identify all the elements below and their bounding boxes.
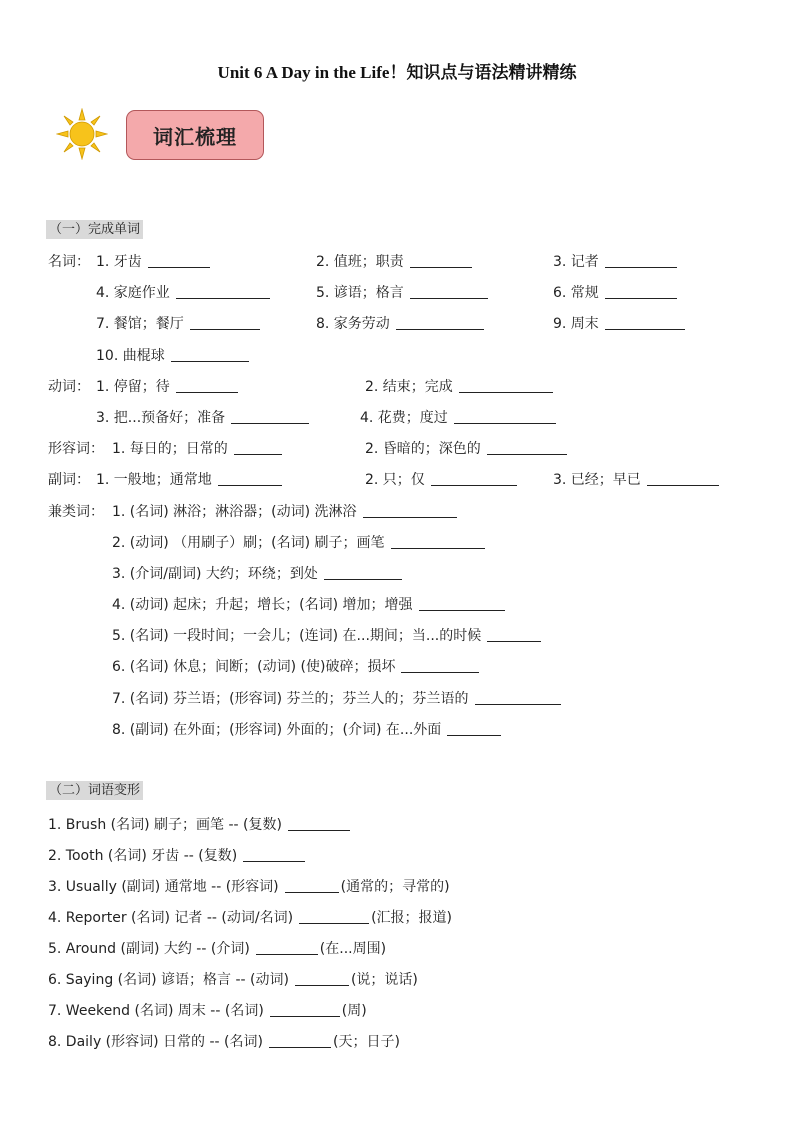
answer-blank[interactable] bbox=[231, 409, 309, 424]
word-form-item-5: 5. Around (副词) 大约 -- (介词) (在...周围) bbox=[48, 941, 387, 957]
verb-item-2: 2. 结束；完成 bbox=[365, 377, 553, 397]
noun-item-8: 8. 家务劳动 bbox=[316, 314, 484, 334]
word-form-item-2: 2. Tooth (名词) 牙齿 -- (复数) bbox=[48, 846, 305, 866]
multi-item-8: 8. (副词) 在外面；(形容词) 外面的；(介词) 在...外面 bbox=[112, 720, 501, 740]
word-form-item-1: 1. Brush (名词) 刷子；画笔 -- (复数) bbox=[48, 815, 350, 835]
hint-text: (周) bbox=[341, 1003, 367, 1019]
answer-blank[interactable] bbox=[605, 284, 677, 299]
answer-blank[interactable] bbox=[234, 440, 282, 455]
adv-item-2: 2. 只；仅 bbox=[365, 470, 517, 490]
advs-row bbox=[0, 470, 794, 490]
noun-label: 名词： bbox=[48, 254, 90, 270]
multi-item-6: 6. (名词) 休息；间断；(动词) (使)破碎；损坏 bbox=[112, 657, 479, 677]
answer-blank[interactable] bbox=[270, 1002, 340, 1017]
hint-text: (天；日子) bbox=[332, 1034, 400, 1050]
hint-text: (在...周围) bbox=[319, 941, 387, 957]
multi-row-5 bbox=[0, 626, 794, 646]
verbs-row-1 bbox=[0, 377, 794, 397]
noun-item-2: 2. 值班；职责 bbox=[316, 252, 472, 272]
answer-blank[interactable] bbox=[459, 378, 553, 393]
verb-item-4: 4. 花费；度过 bbox=[360, 408, 556, 428]
noun-item-6: 6. 常规 bbox=[553, 283, 677, 303]
noun-item-1: 1. 牙齿 bbox=[96, 252, 210, 272]
noun-item-9: 9. 周末 bbox=[553, 314, 685, 334]
multi-item-1: 1. (名词) 淋浴；淋浴器；(动词) 洗淋浴 bbox=[112, 502, 457, 522]
answer-blank[interactable] bbox=[605, 253, 677, 268]
answer-blank[interactable] bbox=[396, 315, 484, 330]
answer-blank[interactable] bbox=[190, 315, 260, 330]
multi-label: 兼类词： bbox=[48, 504, 104, 520]
multi-item-2: 2. (动词) （用刷子）刷；(名词) 刷子；画笔 bbox=[112, 533, 485, 553]
hint-text: (通常的；寻常的) bbox=[340, 879, 450, 895]
answer-blank[interactable] bbox=[218, 471, 282, 486]
adv-label: 副词： bbox=[48, 472, 90, 488]
answer-blank[interactable] bbox=[410, 253, 472, 268]
verbs-row-2 bbox=[0, 408, 794, 428]
answer-blank[interactable] bbox=[605, 315, 685, 330]
multi-item-3: 3. (介词/副词) 大约；环绕；到处 bbox=[112, 564, 402, 584]
noun-item-4: 4. 家庭作业 bbox=[96, 283, 270, 303]
word-form-item-3: 3. Usually (副词) 通常地 -- (形容词) (通常的；寻常的) bbox=[48, 879, 450, 895]
word-form-item-8: 8. Daily (形容词) 日常的 -- (名词) (天；日子) bbox=[48, 1034, 400, 1050]
answer-blank[interactable] bbox=[171, 347, 249, 362]
adv-item-3: 3. 已经；早已 bbox=[553, 470, 719, 490]
answer-blank[interactable] bbox=[288, 816, 350, 831]
verb-item-1: 1. 停留；待 bbox=[96, 377, 238, 397]
answer-blank[interactable] bbox=[391, 534, 485, 549]
answer-blank[interactable] bbox=[454, 409, 556, 424]
answer-blank[interactable] bbox=[475, 690, 561, 705]
adj-item-1: 1. 每日的；日常的 bbox=[112, 439, 282, 459]
word-form-item-4: 4. Reporter (名词) 记者 -- (动词/名词) (汇报；报道) bbox=[48, 910, 452, 926]
section-title-word-forms: （二）词语变形 bbox=[46, 781, 143, 800]
multi-row-3 bbox=[0, 564, 794, 584]
multi-row-2 bbox=[0, 533, 794, 553]
answer-blank[interactable] bbox=[487, 627, 541, 642]
answer-blank[interactable] bbox=[410, 284, 488, 299]
answer-blank[interactable] bbox=[243, 847, 305, 862]
answer-blank[interactable] bbox=[295, 971, 349, 986]
answer-blank[interactable] bbox=[487, 440, 567, 455]
hint-text: (说；说话) bbox=[350, 972, 418, 988]
answer-blank[interactable] bbox=[401, 658, 479, 673]
answer-blank[interactable] bbox=[256, 940, 318, 955]
adjs-row bbox=[0, 439, 794, 459]
adj-label: 形容词： bbox=[48, 441, 104, 457]
word-form-item-6: 6. Saying (名词) 谚语；格言 -- (动词) (说；说话) bbox=[48, 972, 418, 988]
noun-item-3: 3. 记者 bbox=[553, 252, 677, 272]
answer-blank[interactable] bbox=[269, 1033, 331, 1048]
answer-blank[interactable] bbox=[176, 378, 238, 393]
nouns-row-3 bbox=[0, 314, 794, 334]
multi-row-7 bbox=[0, 689, 794, 709]
answer-blank[interactable] bbox=[324, 565, 402, 580]
multi-item-5: 5. (名词) 一段时间；一会儿；(连词) 在...期间；当...的时候 bbox=[112, 626, 541, 646]
answer-blank[interactable] bbox=[176, 284, 270, 299]
answer-blank[interactable] bbox=[447, 721, 501, 736]
noun-item-5: 5. 谚语；格言 bbox=[316, 283, 488, 303]
answer-blank[interactable] bbox=[299, 909, 369, 924]
nouns-row-1 bbox=[0, 252, 794, 272]
noun-item-7: 7. 餐馆；餐厅 bbox=[96, 314, 260, 334]
nouns-row-4 bbox=[0, 346, 794, 366]
multi-item-4: 4. (动词) 起床；升起；增长；(名词) 增加；增强 bbox=[112, 595, 505, 615]
noun-item-10: 10. 曲棍球 bbox=[96, 346, 249, 366]
adj-item-2: 2. 昏暗的；深色的 bbox=[365, 439, 567, 459]
verb-label: 动词： bbox=[48, 379, 90, 395]
answer-blank[interactable] bbox=[419, 596, 505, 611]
answer-blank[interactable] bbox=[363, 503, 457, 518]
vocabulary-banner: 词汇梳理 bbox=[126, 110, 264, 160]
multi-row-6 bbox=[0, 657, 794, 677]
verb-item-3: 3. 把...预备好；准备 bbox=[96, 408, 309, 428]
multi-row-8 bbox=[0, 720, 794, 740]
multi-row-4 bbox=[0, 595, 794, 615]
multi-item-7: 7. (名词) 芬兰语；(形容词) 芬兰的；芬兰人的；芬兰语的 bbox=[112, 689, 561, 709]
hint-text: (汇报；报道) bbox=[371, 910, 452, 926]
sun-icon bbox=[56, 108, 108, 160]
page-title: Unit 6 A Day in the Life！知识点与语法精讲精练 bbox=[217, 63, 577, 82]
answer-blank[interactable] bbox=[647, 471, 719, 486]
section-title-complete-words: （一）完成单词 bbox=[46, 220, 143, 239]
nouns-row-2 bbox=[0, 283, 794, 303]
adv-item-1: 1. 一般地；通常地 bbox=[96, 470, 282, 490]
multi-row-1 bbox=[0, 502, 794, 522]
answer-blank[interactable] bbox=[285, 878, 339, 893]
answer-blank[interactable] bbox=[431, 471, 517, 486]
answer-blank[interactable] bbox=[148, 253, 210, 268]
word-form-item-7: 7. Weekend (名词) 周末 -- (名词) (周) bbox=[48, 1003, 367, 1019]
